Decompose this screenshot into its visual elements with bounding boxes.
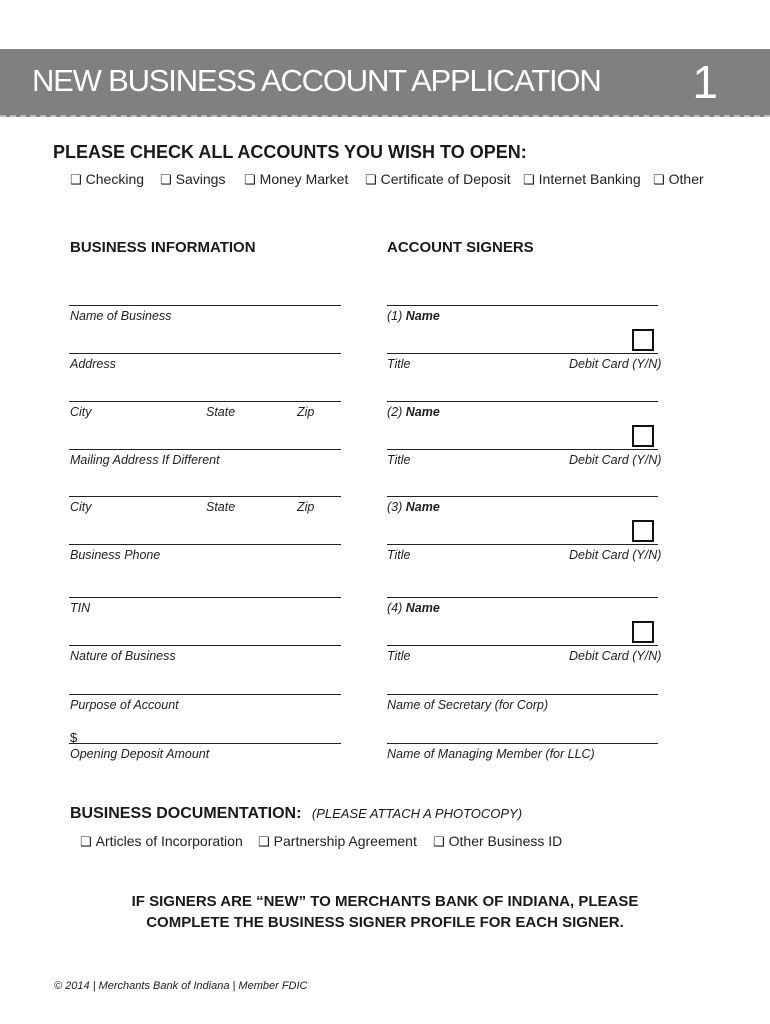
signer-3-debit-checkbox[interactable] xyxy=(632,520,654,542)
signer-2-debit-checkbox[interactable] xyxy=(632,425,654,447)
business-phone-line[interactable] xyxy=(69,544,341,545)
signer-1-title-line[interactable] xyxy=(387,353,658,354)
signer-2-name-line[interactable] xyxy=(387,401,658,402)
mailing-address-line[interactable] xyxy=(69,449,341,450)
signer-1-debit-checkbox[interactable] xyxy=(632,329,654,351)
address-line[interactable] xyxy=(69,353,341,354)
state-2-label: State xyxy=(206,500,236,514)
option-money-market[interactable]: ❑ Money Market xyxy=(244,171,349,187)
signer-2-debit-label: Debit Card (Y/N) xyxy=(569,453,662,467)
checkbox-icon: ❑ xyxy=(523,172,535,187)
business-phone-label: Business Phone xyxy=(70,548,161,562)
option-checking[interactable]: ❑ Checking xyxy=(70,171,145,187)
purpose-of-account-label: Purpose of Account xyxy=(70,698,179,712)
signer-1-title-label: Title xyxy=(387,357,411,371)
signer-2-title-label: Title xyxy=(387,453,411,467)
signer-4-name-label: (4) Name xyxy=(387,601,440,615)
address-label: Address xyxy=(70,357,116,371)
opening-deposit-label: Opening Deposit Amount xyxy=(70,747,210,761)
managing-member-line[interactable] xyxy=(387,743,658,744)
signer-2-title-line[interactable] xyxy=(387,449,658,450)
checkbox-icon: ❑ xyxy=(70,172,82,187)
doc-option-articles[interactable]: ❑ Articles of Incorporation xyxy=(80,833,243,849)
signer-3-name-line[interactable] xyxy=(387,496,658,497)
name-of-business-line[interactable] xyxy=(69,305,341,306)
header-bar xyxy=(0,49,770,117)
doc-option-other-id[interactable]: ❑ Other Business ID xyxy=(433,833,563,849)
business-info-heading: BUSINESS INFORMATION xyxy=(70,239,256,256)
option-internet-banking[interactable]: ❑ Internet Banking xyxy=(523,171,641,187)
purpose-of-account-line[interactable] xyxy=(69,694,341,695)
tin-label: TIN xyxy=(70,601,91,615)
opening-deposit-line[interactable] xyxy=(69,743,341,744)
page-number: 1 xyxy=(692,56,718,108)
documentation-note: (PLEASE ATTACH A PHOTOCOPY) xyxy=(311,806,523,821)
signer-3-title-line[interactable] xyxy=(387,544,658,545)
city-state-zip-line[interactable] xyxy=(69,401,341,402)
signer-1-name-line[interactable] xyxy=(387,305,658,306)
account-signers-heading: ACCOUNT SIGNERS xyxy=(387,239,534,256)
checkbox-icon: ❑ xyxy=(433,834,445,849)
notice-line-1: IF SIGNERS ARE “NEW” TO MERCHANTS BANK OF INDIANA, PLEASE xyxy=(131,893,639,910)
tin-line[interactable] xyxy=(69,597,341,598)
signer-4-debit-label: Debit Card (Y/N) xyxy=(569,649,662,663)
signer-3-debit-label: Debit Card (Y/N) xyxy=(569,548,662,562)
signer-4-title-label: Title xyxy=(387,649,411,663)
checkbox-icon: ❑ xyxy=(365,172,377,187)
mailing-address-label: Mailing Address If Different xyxy=(70,453,220,467)
documentation-heading: BUSINESS DOCUMENTATION: xyxy=(70,805,302,822)
option-savings[interactable]: ❑ Savings xyxy=(160,171,226,187)
state-label: State xyxy=(206,405,236,419)
managing-member-label: Name of Managing Member (for LLC) xyxy=(387,747,595,761)
signer-4-name-line[interactable] xyxy=(387,597,658,598)
signer-4-title-line[interactable] xyxy=(387,645,658,646)
signer-1-debit-label: Debit Card (Y/N) xyxy=(569,357,662,371)
city-state-zip-2-line[interactable] xyxy=(69,496,341,497)
name-of-business-label: Name of Business xyxy=(70,309,172,323)
option-cd[interactable]: ❑ Certificate of Deposit xyxy=(365,171,511,187)
zip-2-label: Zip xyxy=(297,500,315,514)
signer-1-name-label: (1) Name xyxy=(387,309,440,323)
notice-line-2: COMPLETE THE BUSINESS SIGNER PROFILE FOR EACH SIGNER. xyxy=(146,914,624,931)
checkbox-icon: ❑ xyxy=(244,172,256,187)
secretary-line[interactable] xyxy=(387,694,658,695)
doc-option-partnership[interactable]: ❑ Partnership Agreement xyxy=(258,833,417,849)
signer-3-name-label: (3) Name xyxy=(387,500,440,514)
footer: © 2014 | Merchants Bank of Indiana | Member FDIC xyxy=(54,980,308,992)
accounts-heading: PLEASE CHECK ALL ACCOUNTS YOU WISH TO OPEN: xyxy=(53,142,527,162)
dollar-sign: $ xyxy=(70,730,78,745)
zip-label: Zip xyxy=(297,405,315,419)
city-2-label: City xyxy=(70,500,92,514)
secretary-label: Name of Secretary (for Corp) xyxy=(387,698,549,712)
signer-4-debit-checkbox[interactable] xyxy=(632,621,654,643)
checkbox-icon: ❑ xyxy=(80,834,92,849)
signer-2-name-label: (2) Name xyxy=(387,405,440,419)
page-title: NEW BUSINESS ACCOUNT APPLICATION xyxy=(32,63,601,98)
nature-of-business-line[interactable] xyxy=(69,645,341,646)
city-label: City xyxy=(70,405,92,419)
signer-3-title-label: Title xyxy=(387,548,411,562)
documentation-heading-row xyxy=(70,805,522,823)
checkbox-icon: ❑ xyxy=(258,834,270,849)
checkbox-icon: ❑ xyxy=(653,172,665,187)
nature-of-business-label: Nature of Business xyxy=(70,649,176,663)
option-other[interactable]: ❑ Other xyxy=(653,171,704,187)
checkbox-icon: ❑ xyxy=(160,172,172,187)
